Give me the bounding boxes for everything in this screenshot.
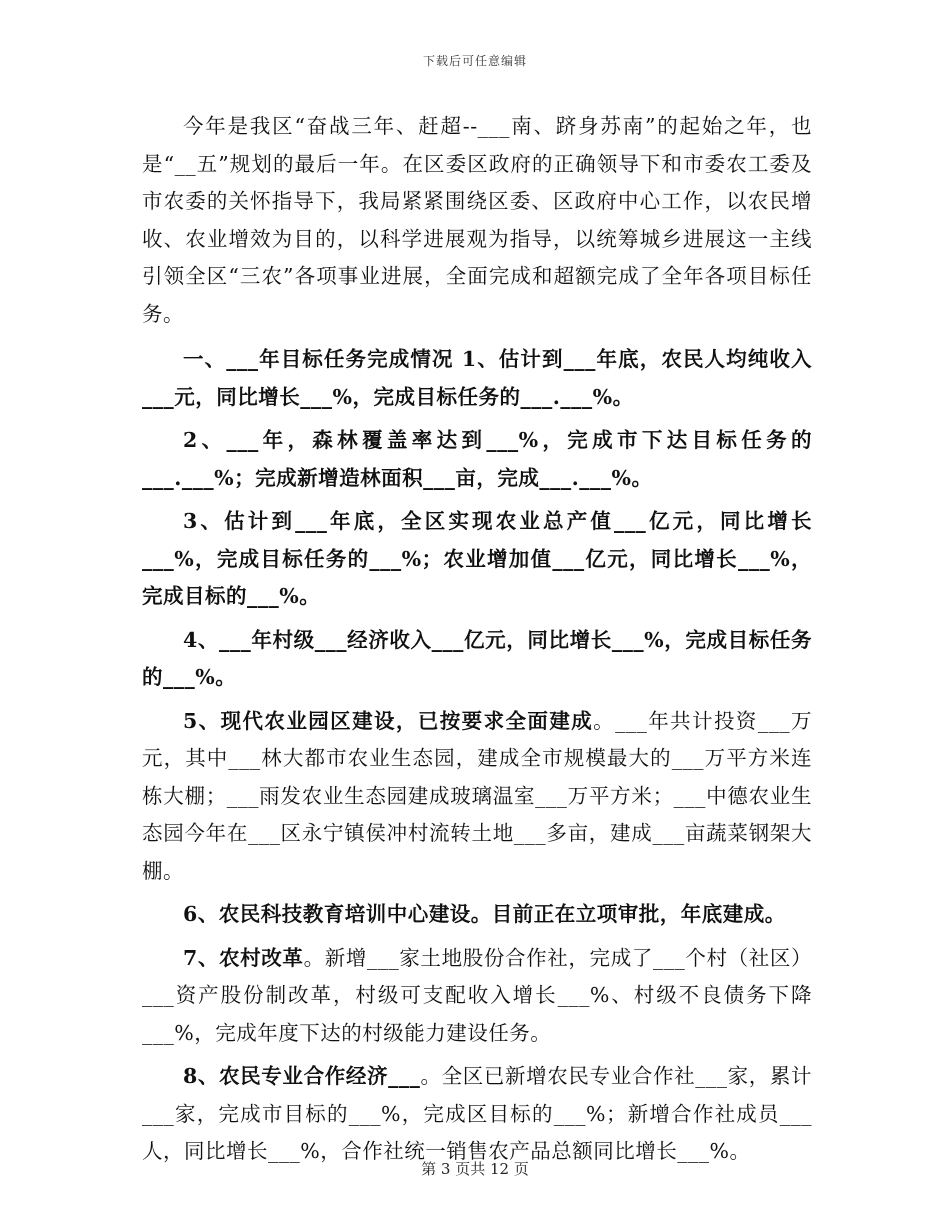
item-7-body: 。新增___家土地股份合作社，完成了___个村（社区）___资产股份制改革，村级可支配收入增长___%、村级不良债务下降___%，完成年度下达的村级能力建设任务。 — [142, 945, 813, 1045]
item-8-body: 。全区已新增农民专业合作社___家，累计___家，完成市目标的___%，完成区目标的___%；新增合作社成员___人，同比增长___%，合作社统一销售农产品总额同比增长___%。 — [142, 1064, 813, 1163]
target-item-4: 4、___年村级___经济收入___亿元，同比增长___%，完成目标任务的___%。 — [142, 627, 812, 689]
target-item-1: 一、___年目标任务完成情况 1、估计到___年底，农民人均纯收入___元，同比增长___%，完成目标任务的___.___%。 — [142, 347, 812, 409]
target-item-5 — [142, 703, 812, 891]
target-item-8 — [142, 1058, 812, 1171]
item-5-heading: 5、现代农业园区建设，已按要求全面建成 — [183, 708, 594, 733]
page-number: 第 3 页共 12 页 — [421, 1160, 529, 1178]
target-item-6: 6、农民科技教育培训中心建设。目前正在立项审批，年底建成。 — [183, 902, 786, 926]
page-header: 下载后可任意编辑 — [422, 54, 527, 68]
target-item-3: 3、估计到___年底，全区实现农业总产值___亿元，同比增长___%，完成目标任务的___%；农业增加值___亿元，同比增长___%，完成目标的___%。 — [142, 509, 812, 608]
item-8-heading: 8、农民专业合作经济___ — [183, 1064, 421, 1088]
intro-paragraph: 今年是我区“奋战三年、赶超--___南、跻身苏南”的起始之年，也是“__五”规划的最后一年。在区委区政府的正确领导下和市委农工委及市农委的关怀指导下，我局紧紧围绕区委、区政府中心工作，以农民增收、农业增效为目的，以科学进展观为指导，以统筹城乡进展这一主线引领全区“三农”各项事业进展，全面完成和超额完成了全年各项目标任务。 — [142, 114, 812, 326]
target-item-7 — [142, 940, 812, 1053]
target-item-2: 2、___年，森林覆盖率达到___%，完成市下达目标任务的___.___%；完成新增造林面积___亩，完成___.___%。 — [142, 428, 812, 490]
item-7-heading: 7、农村改革 — [183, 945, 304, 970]
document-body — [142, 108, 812, 1171]
item-5-body: 。___年共计投资___万元，其中___林大都市农业生态园，建成全市规模最大的___万平方米连栋大棚；___雨发农业生态园建成玻璃温室___万平方米；___中德农业生态园今年在___区永宁镇侯冲村流转土地___多亩，建成___亩蔬菜钢架大棚。 — [142, 708, 813, 883]
